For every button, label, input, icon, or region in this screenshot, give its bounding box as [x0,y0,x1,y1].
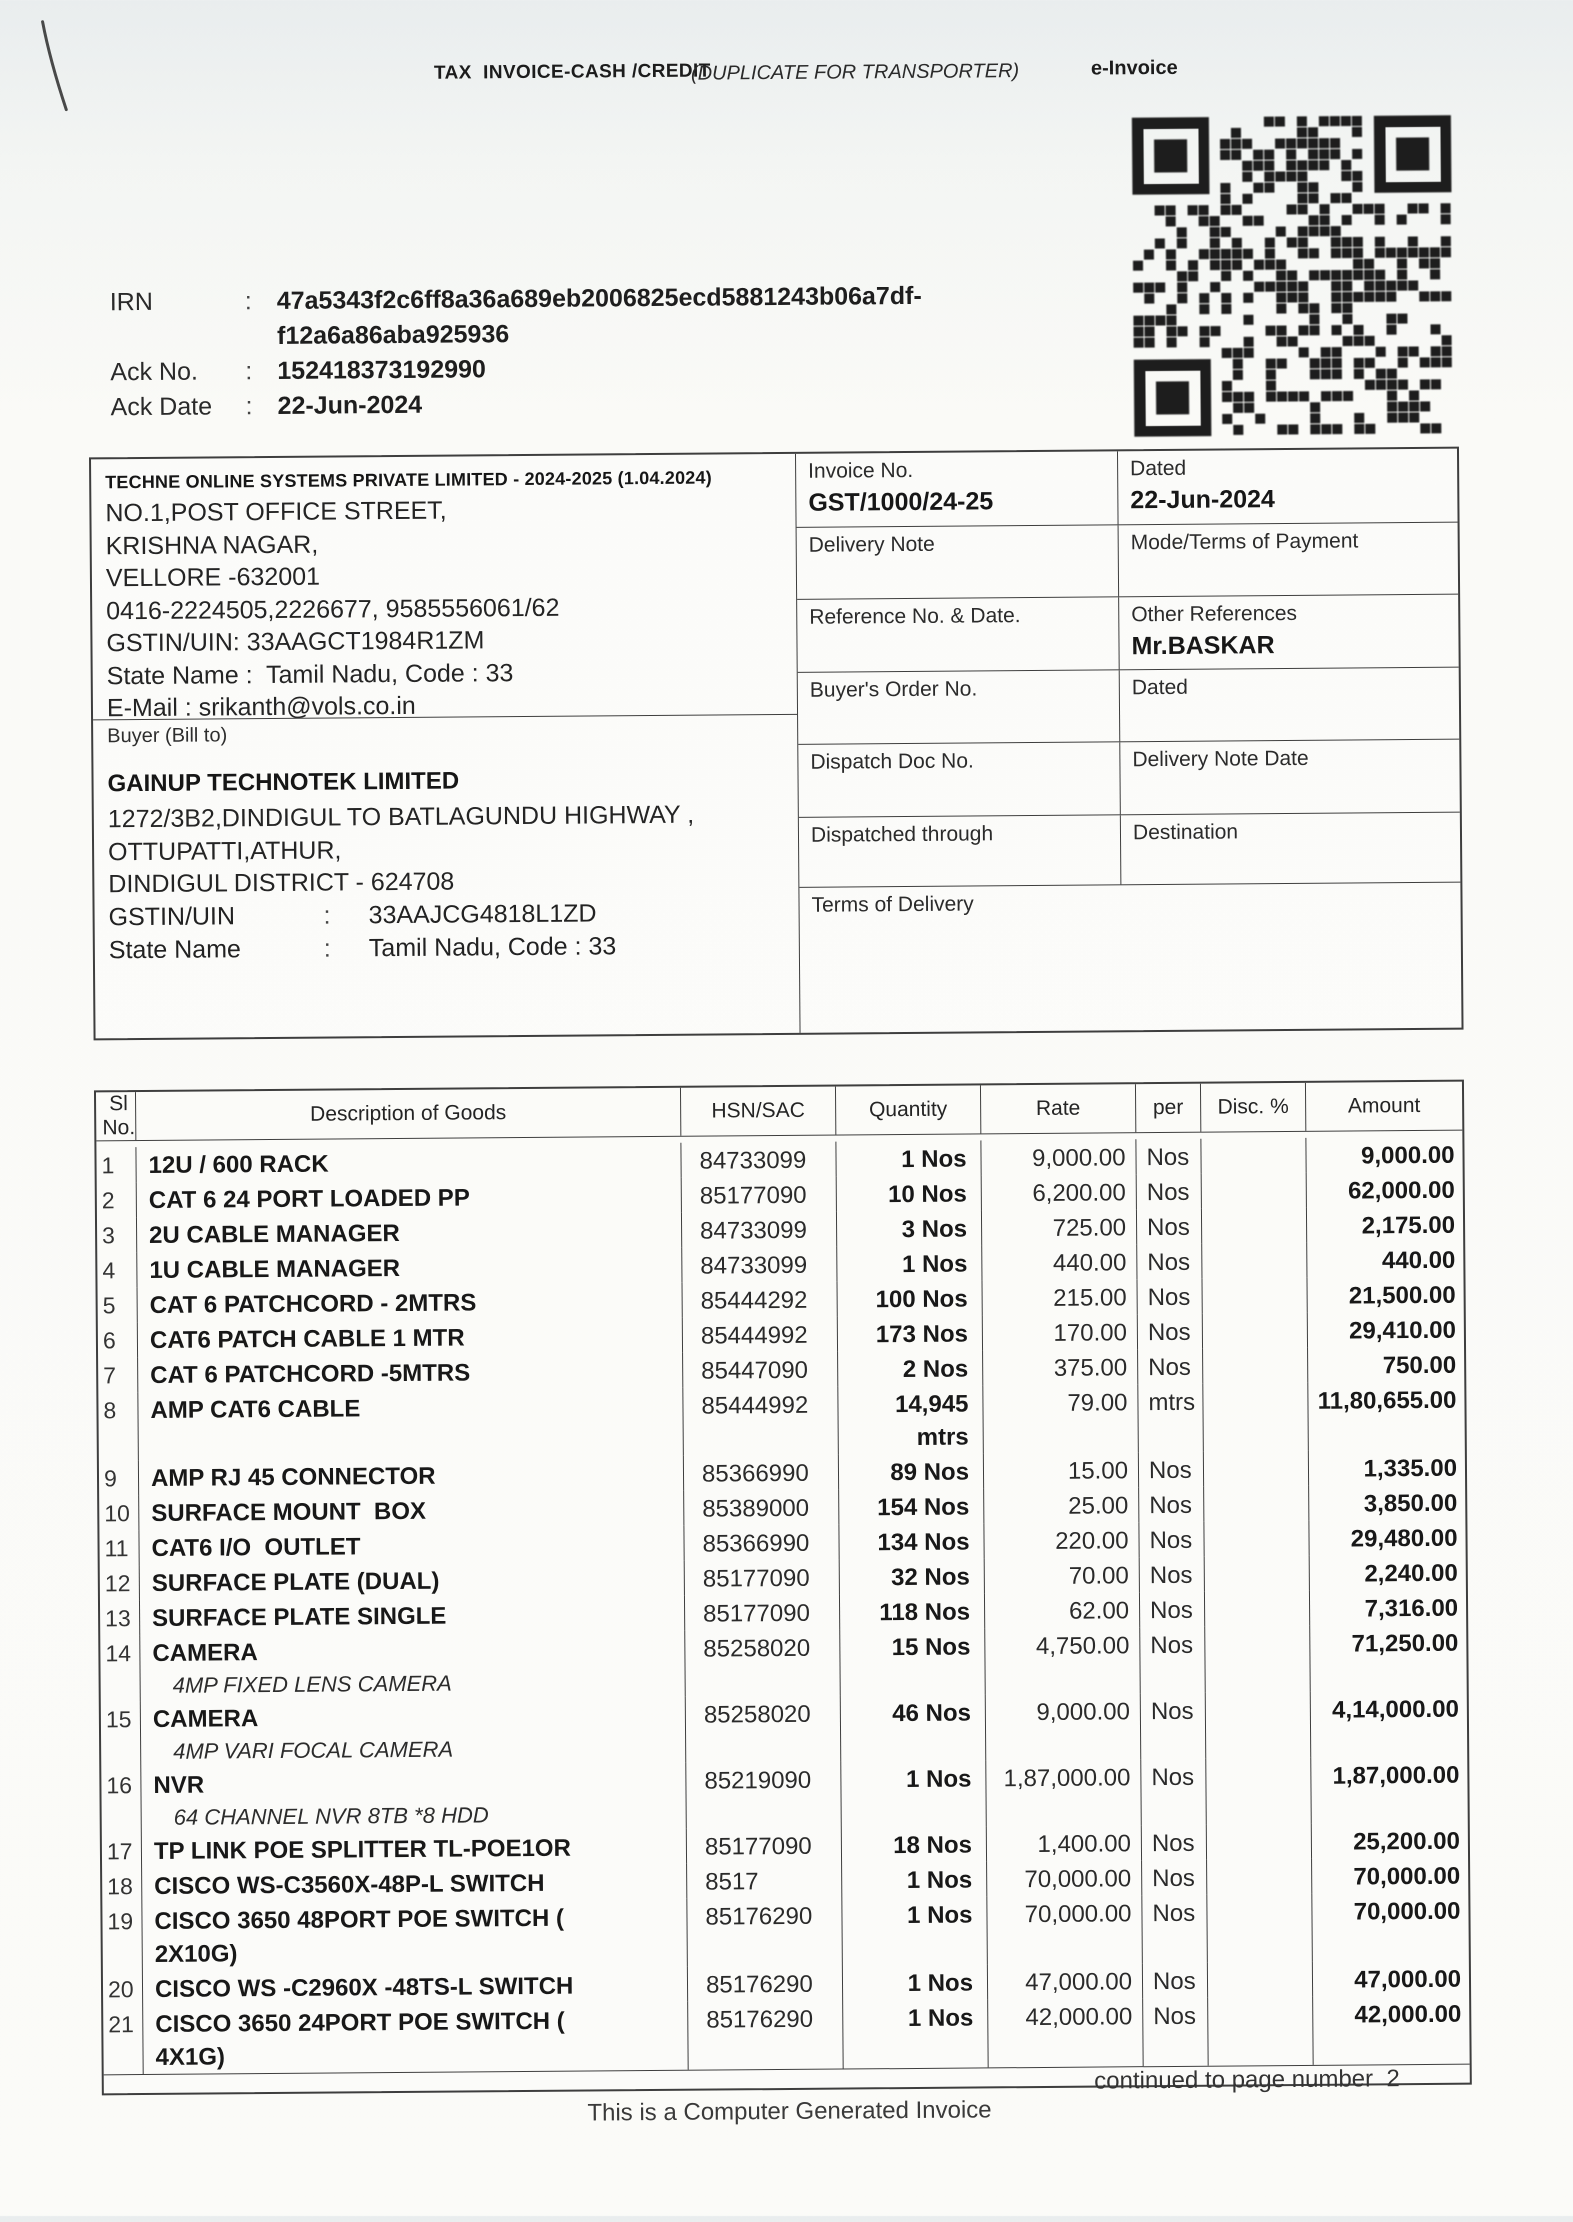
delivery-note-label: Delivery Note [808,532,935,557]
item-hsn-sac: 85177090 [682,1177,837,1213]
header-rate: Rate [981,1084,1136,1133]
ack-date-label: Ack Date [110,392,213,422]
header-disc-pct: Disc. % [1201,1083,1306,1132]
item-amount: 2,175.00 [1361,1211,1456,1240]
item-disc-pct [1208,1962,1313,1998]
item-description: CAT 6 PATCHCORD -5MTRS [150,1359,471,1389]
item-disc-pct [1203,1383,1309,1452]
irn-section [110,279,923,425]
item-rate: 4,750.00 [985,1627,1141,1694]
buyer-panel [93,752,799,1039]
item-sl-no: 7 [98,1357,138,1392]
item-disc-pct [1202,1278,1307,1314]
item-sl-no: 16 [101,1767,142,1833]
item-description: CAMERA [152,1705,259,1733]
reference-cell [797,597,1120,672]
item-description-cell [138,1283,683,1322]
item-per: Nos [1143,1998,1209,2067]
item-quantity: 1 Nos [842,1861,987,1897]
dated2-label: Dated [1131,675,1188,700]
colon: : [245,392,253,421]
delivery-note-date-cell [1120,740,1460,815]
item-hsn-sac: 85447090 [683,1352,838,1388]
item-description: AMP CAT6 CABLE [150,1395,361,1424]
item-quantity: 32 Nos [840,1558,985,1594]
item-per: Nos [1143,1963,1208,1999]
seller-name: TECHNE ONLINE SYSTEMS PRIVATE LIMITED - 2024-2025 (1.04.2024) [105,467,712,493]
item-quantity: 118 Nos [840,1593,985,1629]
payment-terms-cell [1119,523,1459,597]
item-disc-pct [1204,1486,1309,1522]
item-description-cell [140,1596,685,1635]
item-description: CAT 6 24 PORT LOADED PP [148,1184,470,1214]
reference-label: Reference No. & Date. [809,604,1021,629]
item-amount: 9,000.00 [1360,1141,1455,1170]
colon: : [244,287,252,316]
item-sl-no: 21 [103,2006,144,2074]
items-table [94,1080,1472,2096]
item-amount: 62,000.00 [1347,1176,1455,1205]
item-hsn-sac: 85176290 [688,2001,844,2070]
item-hsn-sac: 85258020 [686,1696,842,1763]
item-rate: 47,000.00 [988,1963,1143,1999]
item-description-cell [142,1864,687,1903]
item-quantity: 10 Nos [837,1175,982,1211]
item-rate: 25.00 [984,1487,1139,1523]
item-per: Nos [1139,1522,1204,1558]
item-hsn-sac: 84733099 [681,1142,836,1178]
footer-note: This is a Computer Generated Invoice [587,2096,992,2127]
item-description: TP LINK POE SPLITTER TL-POE1OR [153,1834,571,1865]
details-row [799,812,1461,887]
item-per: Nos [1138,1349,1203,1385]
item-description: NVR [153,1771,205,1799]
item-sl-no: 12 [100,1565,140,1600]
ack-date-row [110,384,922,425]
item-amount: 4,14,000.00 [1331,1695,1459,1724]
delivery-note-cell [797,525,1120,599]
item-description-cell [137,1248,682,1287]
item-description-cell [141,1763,687,1833]
seller-address-line: NO.1,POST OFFICE STREET, [105,496,447,528]
item-quantity: 89 Nos [839,1453,984,1489]
item-hsn-sac: 85177090 [685,1595,840,1631]
item-hsn-sac: 85444992 [683,1317,838,1353]
copy-type-label: (DUPLICATE FOR TRANSPORTER) [690,60,1020,85]
dispatched-through-label: Dispatched through [810,822,994,847]
item-hsn-sac: 85366990 [684,1525,839,1561]
header-sl-no: Sl No. [96,1092,136,1140]
item-description-cell [139,1526,684,1565]
item-per: Nos [1137,1244,1202,1280]
item-sl-no: 1 [96,1147,136,1182]
document-title: TAX INVOICE-CASH /CREDIT [433,60,711,84]
item-disc-pct [1207,1894,1313,1963]
item-sl-no: 19 [102,1903,143,1971]
delivery-note-date-label: Delivery Note Date [1132,746,1309,772]
seller-email-line: E-Mail : srikanth@vols.co.in [106,691,416,723]
item-hsn-sac: 85258020 [685,1630,841,1697]
irn-value-line1: 47a5343f2c6ff8a36a689eb2006825ecd5881243b06a7df- [276,281,922,315]
item-sl-no: 20 [103,1971,143,2006]
item-quantity: 14,945 mtrs [838,1385,984,1454]
item-description: SURFACE MOUNT BOX [151,1497,427,1527]
item-hsn-sac: 85444992 [683,1387,839,1456]
item-description: 12U / 600 RACK [148,1150,329,1179]
terms-of-delivery-label: Terms of Delivery [811,892,974,917]
einvoice-qr-code [1123,107,1462,446]
item-per: Nos [1140,1627,1206,1694]
item-description-cell [143,1967,688,2006]
item-row [101,1757,1467,1834]
item-disc-pct [1204,1451,1309,1487]
buyer-section-label: Buyer (Bill to) [93,714,797,758]
details-row [796,449,1458,527]
item-sl-no: 14 [100,1635,141,1701]
item-rate: 220.00 [984,1522,1139,1558]
item-hsn-sac: 84733099 [682,1212,837,1248]
item-disc-pct [1208,1997,1314,2066]
seller-address-line: VELLORE -632001 [105,562,321,593]
item-amount: 21,500.00 [1348,1281,1456,1310]
item-sl-no: 18 [102,1868,142,1903]
buyer-name: GAINUP TECHNOTEK LIMITED [107,767,460,798]
item-hsn-sac: 85389000 [684,1490,839,1526]
details-row [797,522,1459,599]
dated-value: 22-Jun-2024 [1130,485,1276,515]
item-amount: 11,80,655.00 [1317,1386,1457,1415]
item-per: Nos [1139,1487,1204,1523]
pen-mark [29,13,90,123]
details-row [798,667,1460,744]
item-description: 2U CABLE MANAGER [149,1220,400,1249]
header-description: Description of Goods [136,1088,681,1140]
item-hsn-sac: 85176290 [688,1966,843,2002]
item-per: Nos [1138,1314,1203,1350]
item-subdescription: 4MP VARI FOCAL CAMERA [173,1736,454,1764]
item-row [102,1893,1468,1972]
item-quantity: 173 Nos [838,1315,983,1351]
item-disc-pct [1203,1348,1308,1384]
parties-column [91,454,801,1039]
item-quantity: 3 Nos [837,1210,982,1246]
item-quantity: 46 Nos [841,1694,987,1761]
item-sl-no: 13 [100,1600,140,1635]
item-description-cell [142,1829,687,1868]
item-description-cell [137,1178,682,1217]
item-quantity: 134 Nos [839,1523,984,1559]
item-sl-no: 5 [98,1287,138,1322]
item-description: CAT 6 PATCHCORD - 2MTRS [149,1289,477,1319]
item-disc-pct [1204,1521,1309,1557]
item-rate: 15.00 [984,1452,1139,1488]
item-rate: 70.00 [985,1557,1140,1593]
terms-of-delivery-cell [799,882,1461,1033]
item-rate: 9,000.00 [986,1693,1142,1760]
item-sl-no: 17 [102,1833,142,1868]
item-amount: 70,000.00 [1353,1862,1461,1891]
item-disc-pct [1201,1138,1306,1174]
invoice-no-label: Invoice No. [808,458,914,483]
header-per: per [1136,1084,1201,1133]
item-disc-pct [1207,1859,1312,1895]
buyer-state-row [109,928,785,966]
colon: : [245,357,253,386]
item-description: CAT6 PATCH CABLE 1 MTR [149,1324,465,1354]
item-rate: 70,000.00 [987,1860,1142,1896]
item-hsn-sac: 8517 [687,1863,842,1899]
ack-no-value: 152418373192990 [277,355,486,385]
item-per: Nos [1141,1759,1207,1826]
irn-label: IRN [109,287,153,317]
einvoice-label: e-Invoice [1090,56,1178,80]
item-per: mtrs [1138,1384,1204,1453]
item-rate: 215.00 [982,1279,1137,1315]
item-description: CISCO WS-C3560X-48P-L SWITCH [154,1869,545,1900]
item-rate: 62.00 [985,1592,1140,1628]
item-rate: 440.00 [982,1244,1137,1280]
item-amount: 1,87,000.00 [1332,1761,1460,1790]
item-row [101,1691,1467,1768]
item-quantity: 18 Nos [842,1826,987,1862]
item-row [98,1382,1464,1461]
item-description-cell [141,1697,687,1767]
buyer-gstin-row [108,895,784,933]
item-disc-pct [1205,1626,1311,1693]
other-references-value: Mr.BASKAR [1131,631,1275,661]
other-references-cell [1119,595,1459,670]
dispatched-through-cell [799,815,1122,887]
item-hsn-sac: 84733099 [682,1247,837,1283]
item-hsn-sac: 85366990 [684,1455,839,1491]
item-per: Nos [1137,1279,1202,1315]
item-amount: 7,316.00 [1364,1594,1459,1623]
continued-note: continued to page number 2 [104,2064,1470,2104]
invoice-info-box [89,447,1464,1041]
irn-value-line2: f12a6a86aba925936 [276,320,510,350]
item-description-cell [143,2002,689,2074]
item-hsn-sac: 85444292 [682,1282,837,1318]
seller-state-line: State Name : Tamil Nadu, Code : 33 [106,658,514,690]
item-sl-no: 10 [99,1495,139,1530]
item-amount: 47,000.00 [1354,1965,1462,1994]
item-disc-pct [1207,1824,1312,1860]
item-subdescription: 64 CHANNEL NVR 8TB *8 HDD [173,1802,489,1830]
item-per: Nos [1137,1209,1202,1245]
item-description-cell [142,1899,688,1971]
item-description: AMP RJ 45 CONNECTOR [150,1462,436,1492]
item-sl-no: 9 [99,1460,139,1495]
item-sl-no: 4 [97,1252,137,1287]
item-description: SURFACE PLATE (DUAL) [151,1567,440,1597]
item-amount: 70,000.00 [1353,1897,1461,1926]
item-rate: 42,000.00 [988,1998,1144,2067]
item-description-cell [137,1213,682,1252]
buyer-gstin-value: 33AAJCG4818L1ZD [368,898,597,929]
seller-panel [91,454,797,723]
header-amount: Amount [1347,1093,1421,1118]
item-description: CISCO 3650 24PORT POE SWITCH ( 4X1G) [155,2007,565,2071]
item-amount: 71,250.00 [1351,1629,1459,1658]
item-per: Nos [1141,1693,1207,1760]
item-amount: 440.00 [1381,1246,1456,1275]
ack-date-value: 22-Jun-2024 [277,390,423,420]
item-per: Nos [1142,1860,1207,1896]
buyer-address-line: DINDIGUL DISTRICT - 624708 [108,867,455,899]
ack-no-label: Ack No. [110,357,198,387]
item-description: SURFACE PLATE SINGLE [152,1602,447,1632]
dispatch-doc-label: Dispatch Doc No. [810,749,974,774]
item-description-cell [139,1491,684,1530]
item-quantity: 1 Nos [843,1964,988,2000]
details-grid [796,449,1462,1033]
item-disc-pct [1202,1208,1307,1244]
item-quantity: 15 Nos [840,1628,986,1695]
item-amount: 42,000.00 [1354,2000,1462,2029]
dispatch-doc-cell [798,742,1121,817]
colon: : [323,934,331,963]
item-rate: 9,000.00 [981,1139,1136,1175]
buyer-address-line: 1272/3B2,DINDIGUL TO BATLAGUNDU HIGHWAY , [107,800,695,834]
item-per: Nos [1139,1452,1204,1488]
item-amount: 3,850.00 [1363,1489,1458,1518]
item-amount: 750.00 [1382,1351,1457,1380]
other-references-label: Other References [1131,601,1298,627]
item-description-cell [140,1631,686,1701]
item-hsn-sac: 85177090 [687,1828,842,1864]
irn-row [110,279,922,320]
item-description: CISCO 3650 48PORT POE SWITCH ( 2X10G) [154,1904,565,1968]
item-disc-pct [1206,1692,1312,1759]
item-hsn-sac: 85219090 [686,1762,842,1829]
item-description: CAMERA [152,1639,258,1667]
item-description-cell [138,1353,683,1392]
item-sl-no: 2 [97,1182,137,1217]
item-disc-pct [1205,1556,1310,1592]
buyer-state-label: State Name [108,934,241,964]
items-body [96,1131,1469,2075]
item-rate: 6,200.00 [982,1174,1137,1210]
item-hsn-sac: 85176290 [687,1898,843,1967]
item-description-cell [136,1143,681,1182]
item-rate: 1,87,000.00 [986,1759,1142,1826]
item-per: Nos [1140,1557,1205,1593]
item-disc-pct [1206,1758,1312,1825]
item-disc-pct [1202,1243,1307,1279]
item-sl-no: 15 [101,1701,142,1767]
item-row [103,1996,1469,2075]
item-sl-no: 11 [99,1530,139,1565]
buyers-order-cell [798,670,1121,744]
invoice-no-value: GST/1000/24-25 [808,487,994,517]
item-description-cell [140,1561,685,1600]
dated2-cell [1120,668,1460,742]
item-quantity: 2 Nos [838,1350,983,1386]
buyer-state-value: Tamil Nadu, Code : 33 [368,931,617,962]
details-row [797,594,1459,672]
item-amount: 2,240.00 [1364,1559,1458,1588]
buyer-address-line: OTTUPATTI,ATHUR, [107,835,342,866]
item-sl-no: 6 [98,1322,138,1357]
invoice-no-cell [796,451,1119,527]
item-quantity: 1 Nos [837,1245,982,1281]
item-rate: 725.00 [982,1209,1137,1245]
colon: : [323,901,331,930]
item-description-cell [139,1456,684,1495]
item-rate: 375.00 [983,1349,1138,1385]
destination-label: Destination [1132,820,1239,845]
item-quantity: 1 Nos [836,1140,981,1176]
item-amount: 29,480.00 [1350,1524,1458,1553]
item-per: Nos [1142,1825,1207,1861]
item-per: Nos [1136,1139,1201,1175]
item-description-cell [138,1318,683,1357]
item-disc-pct [1205,1591,1310,1627]
item-sl-no: 3 [97,1217,137,1252]
item-quantity: 1 Nos [842,1896,988,1965]
item-rate: 70,000.00 [987,1895,1143,1964]
header-quantity: Quantity [836,1085,981,1134]
seller-gstin-line: GSTIN/UIN: 33AAGCT1984R1ZM [106,626,485,658]
item-rate: 79.00 [983,1384,1139,1453]
item-hsn-sac: 85177090 [685,1560,840,1596]
item-subdescription: 4MP FIXED LENS CAMERA [172,1670,452,1698]
header-hsn-sac: HSN/SAC [681,1087,836,1136]
item-per: Nos [1142,1895,1208,1964]
payment-terms-label: Mode/Terms of Payment [1130,529,1359,555]
buyers-order-label: Buyer's Order No. [809,677,978,702]
item-disc-pct [1202,1173,1307,1209]
item-disc-pct [1203,1313,1308,1349]
item-sl-no: 8 [98,1392,139,1460]
item-amount: 25,200.00 [1353,1827,1461,1856]
item-row [100,1625,1466,1702]
dated-label: Dated [1130,456,1187,481]
item-per: Nos [1137,1174,1202,1210]
seller-phone-line: 0416-2224505,2226677, 9585556061/62 [106,593,560,625]
item-rate: 1,400.00 [987,1825,1142,1861]
item-amount: 1,335.00 [1363,1454,1458,1483]
item-description: CISCO WS -C2960X -48TS-L SWITCH [154,1972,574,2003]
item-description: 1U CABLE MANAGER [149,1255,401,1284]
item-quantity: 1 Nos [843,1999,989,2068]
seller-address-line: KRISHNA NAGAR, [105,530,319,560]
item-per: Nos [1140,1592,1205,1628]
item-description-cell [138,1388,684,1460]
item-quantity: 154 Nos [839,1488,984,1524]
item-quantity: 100 Nos [837,1280,982,1316]
buyer-gstin-label: GSTIN/UIN [108,901,236,931]
dated-cell [1118,449,1458,525]
item-amount: 29,410.00 [1349,1316,1457,1345]
destination-cell [1121,813,1461,885]
item-description: CAT6 I/O OUTLET [151,1533,361,1562]
item-rate: 170.00 [983,1314,1138,1350]
item-quantity: 1 Nos [841,1760,987,1827]
details-row [798,739,1460,817]
